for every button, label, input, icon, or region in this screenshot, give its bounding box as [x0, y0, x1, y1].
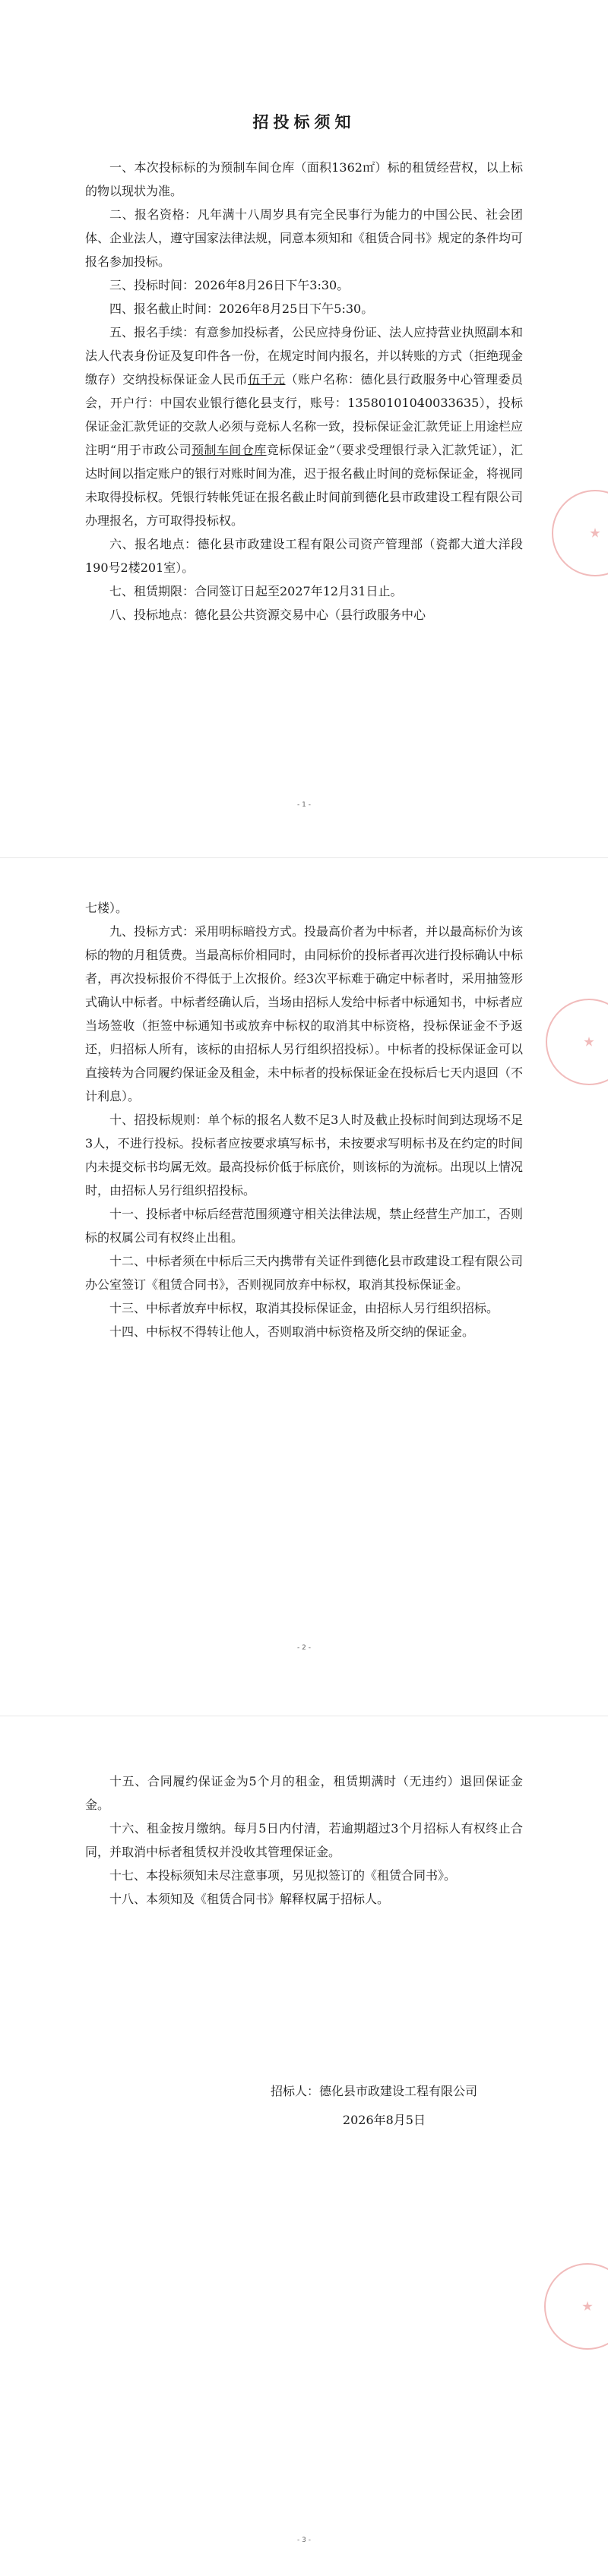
clause-5-part-a: 五、报名手续：有意参加投标者，公民应持身份证、法人应持营业执照副本和法人代表身份证及复印件各一份，在规定时间内报名，并以转账的方式（拒绝现金缴存）交纳投标保证金人民币	[85, 325, 524, 387]
clause-16: 十六、租金按月缴纳。每月5日内付清，若逾期超过3个月招标人有权终止合同，并取消中标者租赁权并没收其管理保证金。	[85, 1821, 523, 1859]
clause-1: 一、本次投标标的为预制车间仓库（面积1362㎡）标的租赁经营权，以上标的物以现状为准。	[85, 160, 523, 198]
page-2	[0, 858, 608, 1716]
clause-10: 十、招投标规则：单个标的报名人数不足3人时及截止投标时间到达现场不足3人，不进行投标。投标者应按要求填写标书，未按要求写明标书及在约定的时间内未提交标书均属无效。最高投标价低于标底价，则该标的为流标。出现以上情况时，由招标人另行组织招投标。	[85, 1113, 524, 1198]
page-number: - 3 -	[297, 2537, 311, 2544]
clause-7: 七、租赁期限：合同签订日起至2027年12月31日止。	[109, 584, 403, 598]
deposit-amount: 伍千元	[248, 372, 286, 387]
clause-9: 九、投标方式：采用明标暗投方式。投最高价者为中标者，并以最高标价为该标的物的月租赁费。当最高标价相同时，由同标价的投标者再次进行投标确认中标者，再次投标报价不得低于上次报价。经3次平标难于确定中标者时，采用抽签形式确认中标者。中标者经确认后，当场由招标人发给中标者中标通知书，中标者应当场签收（拒签中标通知书或放弃中标权的取消其中标资格，投标保证金不予返还，归招标人所有，该标的由招标人另行组织招投标）。中标者的投标保证金可以直接转为合同履约保证金及租金，未中标者的投标保证金在投标后七天内退回（不计利息）。	[85, 924, 524, 1103]
page-1	[0, 0, 608, 858]
clause-15: 十五、合同履约保证金为5个月的租金，租赁期满时（无违约）退回保证金金。	[85, 1774, 523, 1812]
clause-17: 十七、本投标须知未尽注意事项，另见拟签订的《租赁合同书》。	[109, 1868, 457, 1883]
page-3	[0, 1716, 608, 2576]
clause-8-continued: 七楼）。	[85, 901, 128, 915]
page-3-body	[85, 1769, 523, 1911]
clause-3: 三、投标时间：2026年8月26日下午3:30。	[109, 278, 350, 292]
clause-13: 十三、中标者放弃中标权，取消其投标保证金，由招标人另行组织招标。	[109, 1301, 499, 1315]
clause-14: 十四、中标权不得转让他人，否则取消中标资格及所交纳的保证金。	[109, 1324, 475, 1339]
clause-18: 十八、本须知及《租赁合同书》解释权属于招标人。	[109, 1892, 390, 1906]
clause-12: 十二、中标者须在中标后三天内携带有关证件到德化县市政建设工程有限公司办公室签订《租赁合同书》，否则视同放弃中标权，取消其投标保证金。	[85, 1254, 524, 1292]
issuer-name: 招标人：德化县市政建设工程有限公司	[270, 2084, 477, 2098]
bid-object-name: 预制车间仓库	[192, 443, 267, 457]
page-number: - 1 -	[297, 801, 311, 809]
clause-5-part-b: （账户名称：德化县行政服务中心管理委员会，开户行：中国农业银行德化县支行，账号：13580101040033635），投标保证金汇款凭证的交款人必须与竞标人名称一致，投标保证金汇款凭证上用途栏应注明“用于市政公司	[85, 372, 524, 457]
signature-block	[85, 2077, 523, 2135]
clause-4: 四、报名截止时间：2026年8月25日下午5:30。	[109, 301, 374, 316]
clause-8: 八、投标地点：德化县公共资源交易中心（县行政服务中心	[109, 608, 426, 622]
document-title: 招投标须知	[252, 113, 356, 131]
page-number: - 2 -	[297, 1644, 311, 1652]
page-2-body	[85, 896, 523, 1343]
issue-date: 2026年8月5日	[342, 2113, 426, 2127]
page-1-body	[85, 156, 523, 627]
clause-6: 六、报名地点：德化县市政建设工程有限公司资产管理部（瓷都大道大洋段190号2楼201室）。	[85, 537, 523, 575]
clause-5	[85, 320, 523, 532]
clause-5-part-c: 竞标保证金”（要求受理银行录入汇款凭证），汇达时间以指定账户的银行对账时间为准，迟于报名截止时间的竞标保证金，将视同未取得投标权。凭银行转帐凭证在报名截止时间前到德化县市政建设工程有限公司办理报名，方可取得投标权。	[85, 443, 524, 528]
clause-2: 二、报名资格：凡年满十八周岁具有完全民事行为能力的中国公民、社会团体、企业法人，遵守国家法律法规，同意本须知和《租赁合同书》规定的条件均可报名参加投标。	[85, 207, 524, 269]
clause-11: 十一、投标者中标后经营范围须遵守相关法律法规，禁止经营生产加工，否则标的权属公司有权终止出租。	[85, 1207, 524, 1245]
